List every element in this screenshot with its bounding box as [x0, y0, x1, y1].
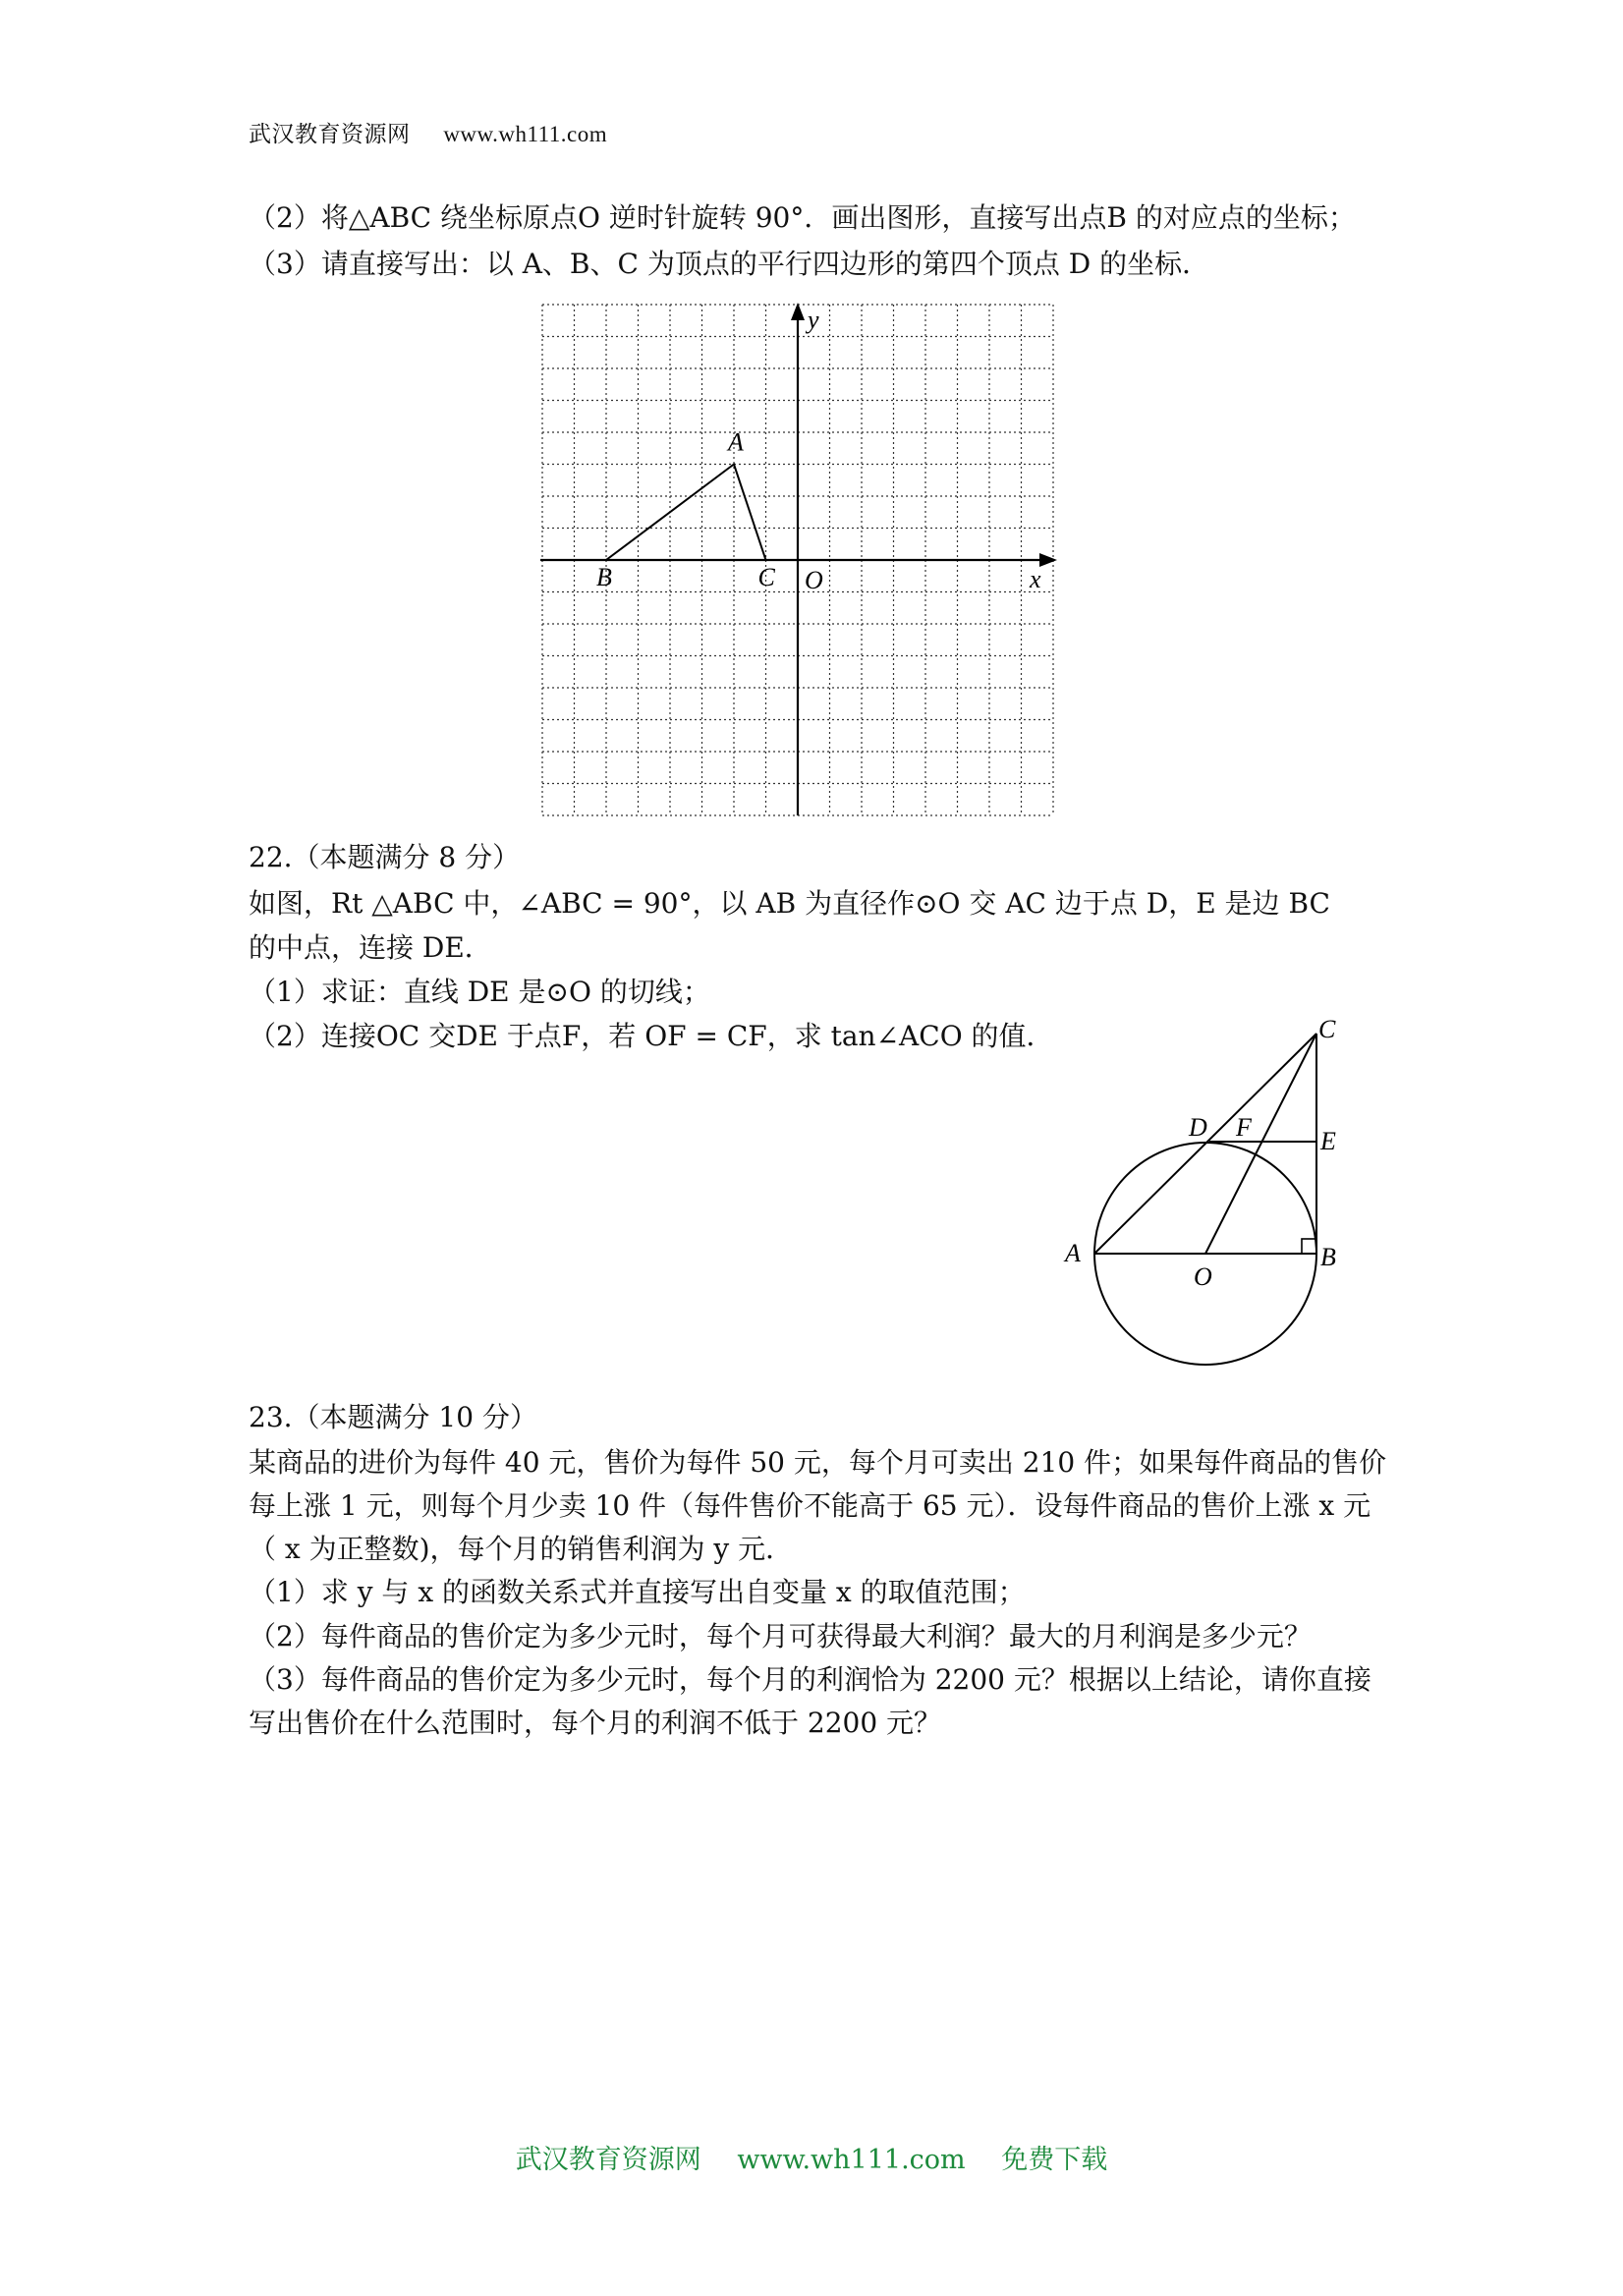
- point-c-label: C: [757, 563, 775, 591]
- segment-ac: [1094, 1034, 1316, 1254]
- footer-site-name: 武汉教育资源网: [515, 2145, 701, 2175]
- q22-part1: （1）求证：直线 DE 是⊙O 的切线；: [249, 976, 710, 1008]
- q22-line1: 如图，Rt △ABC 中，∠ABC = 90°，以 AB 为直径作⊙O 交 AC 边于点 D，E 是边 BC: [249, 887, 1330, 920]
- origin-label: O: [805, 566, 823, 594]
- x-axis-label: x: [1030, 565, 1041, 593]
- header-site-name: 武汉教育资源网: [249, 122, 411, 147]
- q23-line1: 某商品的进价为每件 40 元，售价为每件 50 元，每个月可卖出 210 件；如果每件商品的售价: [249, 1446, 1387, 1479]
- q22-title: 22.（本题满分 8 分）: [249, 841, 521, 873]
- q23-line3: （ x 为正整数)，每个月的销售利润为 y 元．: [249, 1533, 794, 1565]
- q23-part1: （1）求 y 与 x 的函数关系式并直接写出自变量 x 的取值范围；: [249, 1576, 1026, 1608]
- header-url: www.wh111.com: [443, 122, 608, 146]
- q23-line2: 每上涨 1 元，则每个月少卖 10 件（每件售价不能高于 65 元）．设每件商品的售价上涨 x 元: [249, 1489, 1371, 1522]
- q23-part3a: （3）每件商品的售价定为多少元时，每个月的利润恰为 2200 元？根据以上结论，请你直接: [249, 1663, 1371, 1696]
- q23-part3b: 写出售价在什么范围时，每个月的利润不低于 2200 元？: [249, 1707, 942, 1739]
- label-o: O: [1194, 1262, 1212, 1291]
- footer-tagline: 免费下载: [1001, 2145, 1108, 2175]
- footer-url: www.wh111.com: [737, 2145, 966, 2175]
- label-a: A: [1065, 1239, 1081, 1267]
- q21-part2: （2）将△ABC 绕坐标原点O 逆时针旋转 90°．画出图形，直接写出点B 的对应点的坐标；: [249, 201, 1356, 234]
- q21-part3: （3）请直接写出：以 A、B、C 为顶点的平行四边形的第四个顶点 D 的坐标．: [249, 248, 1210, 280]
- x-axis-arrow: [1039, 553, 1057, 567]
- q22-part2: （2）连接OC 交DE 于点F，若 OF = CF，求 tan∠ACO 的值．: [249, 1020, 1054, 1052]
- label-f: F: [1236, 1113, 1252, 1142]
- q22-geometry-figure: [1061, 1012, 1356, 1375]
- point-a-label: A: [728, 427, 744, 457]
- y-axis-arrow: [791, 303, 805, 320]
- label-c: C: [1318, 1015, 1336, 1043]
- page-footer: [0, 2138, 1623, 2176]
- q23-part2: （2）每件商品的售价定为多少元时，每个月可获得最大利润？最大的月利润是多少元？: [249, 1620, 1312, 1652]
- label-b: B: [1320, 1243, 1336, 1271]
- q23-title: 23.（本题满分 10 分）: [249, 1401, 537, 1433]
- label-e: E: [1320, 1127, 1336, 1155]
- triangle-abc: [606, 465, 766, 561]
- label-d: D: [1189, 1113, 1207, 1142]
- q22-line2: 的中点，连接 DE．: [249, 931, 492, 964]
- y-axis-label: y: [808, 306, 819, 334]
- point-b-label: B: [596, 563, 612, 591]
- page-header: [249, 116, 607, 148]
- q21-coordinate-grid: [531, 295, 1081, 825]
- right-angle-mark: [1302, 1239, 1316, 1254]
